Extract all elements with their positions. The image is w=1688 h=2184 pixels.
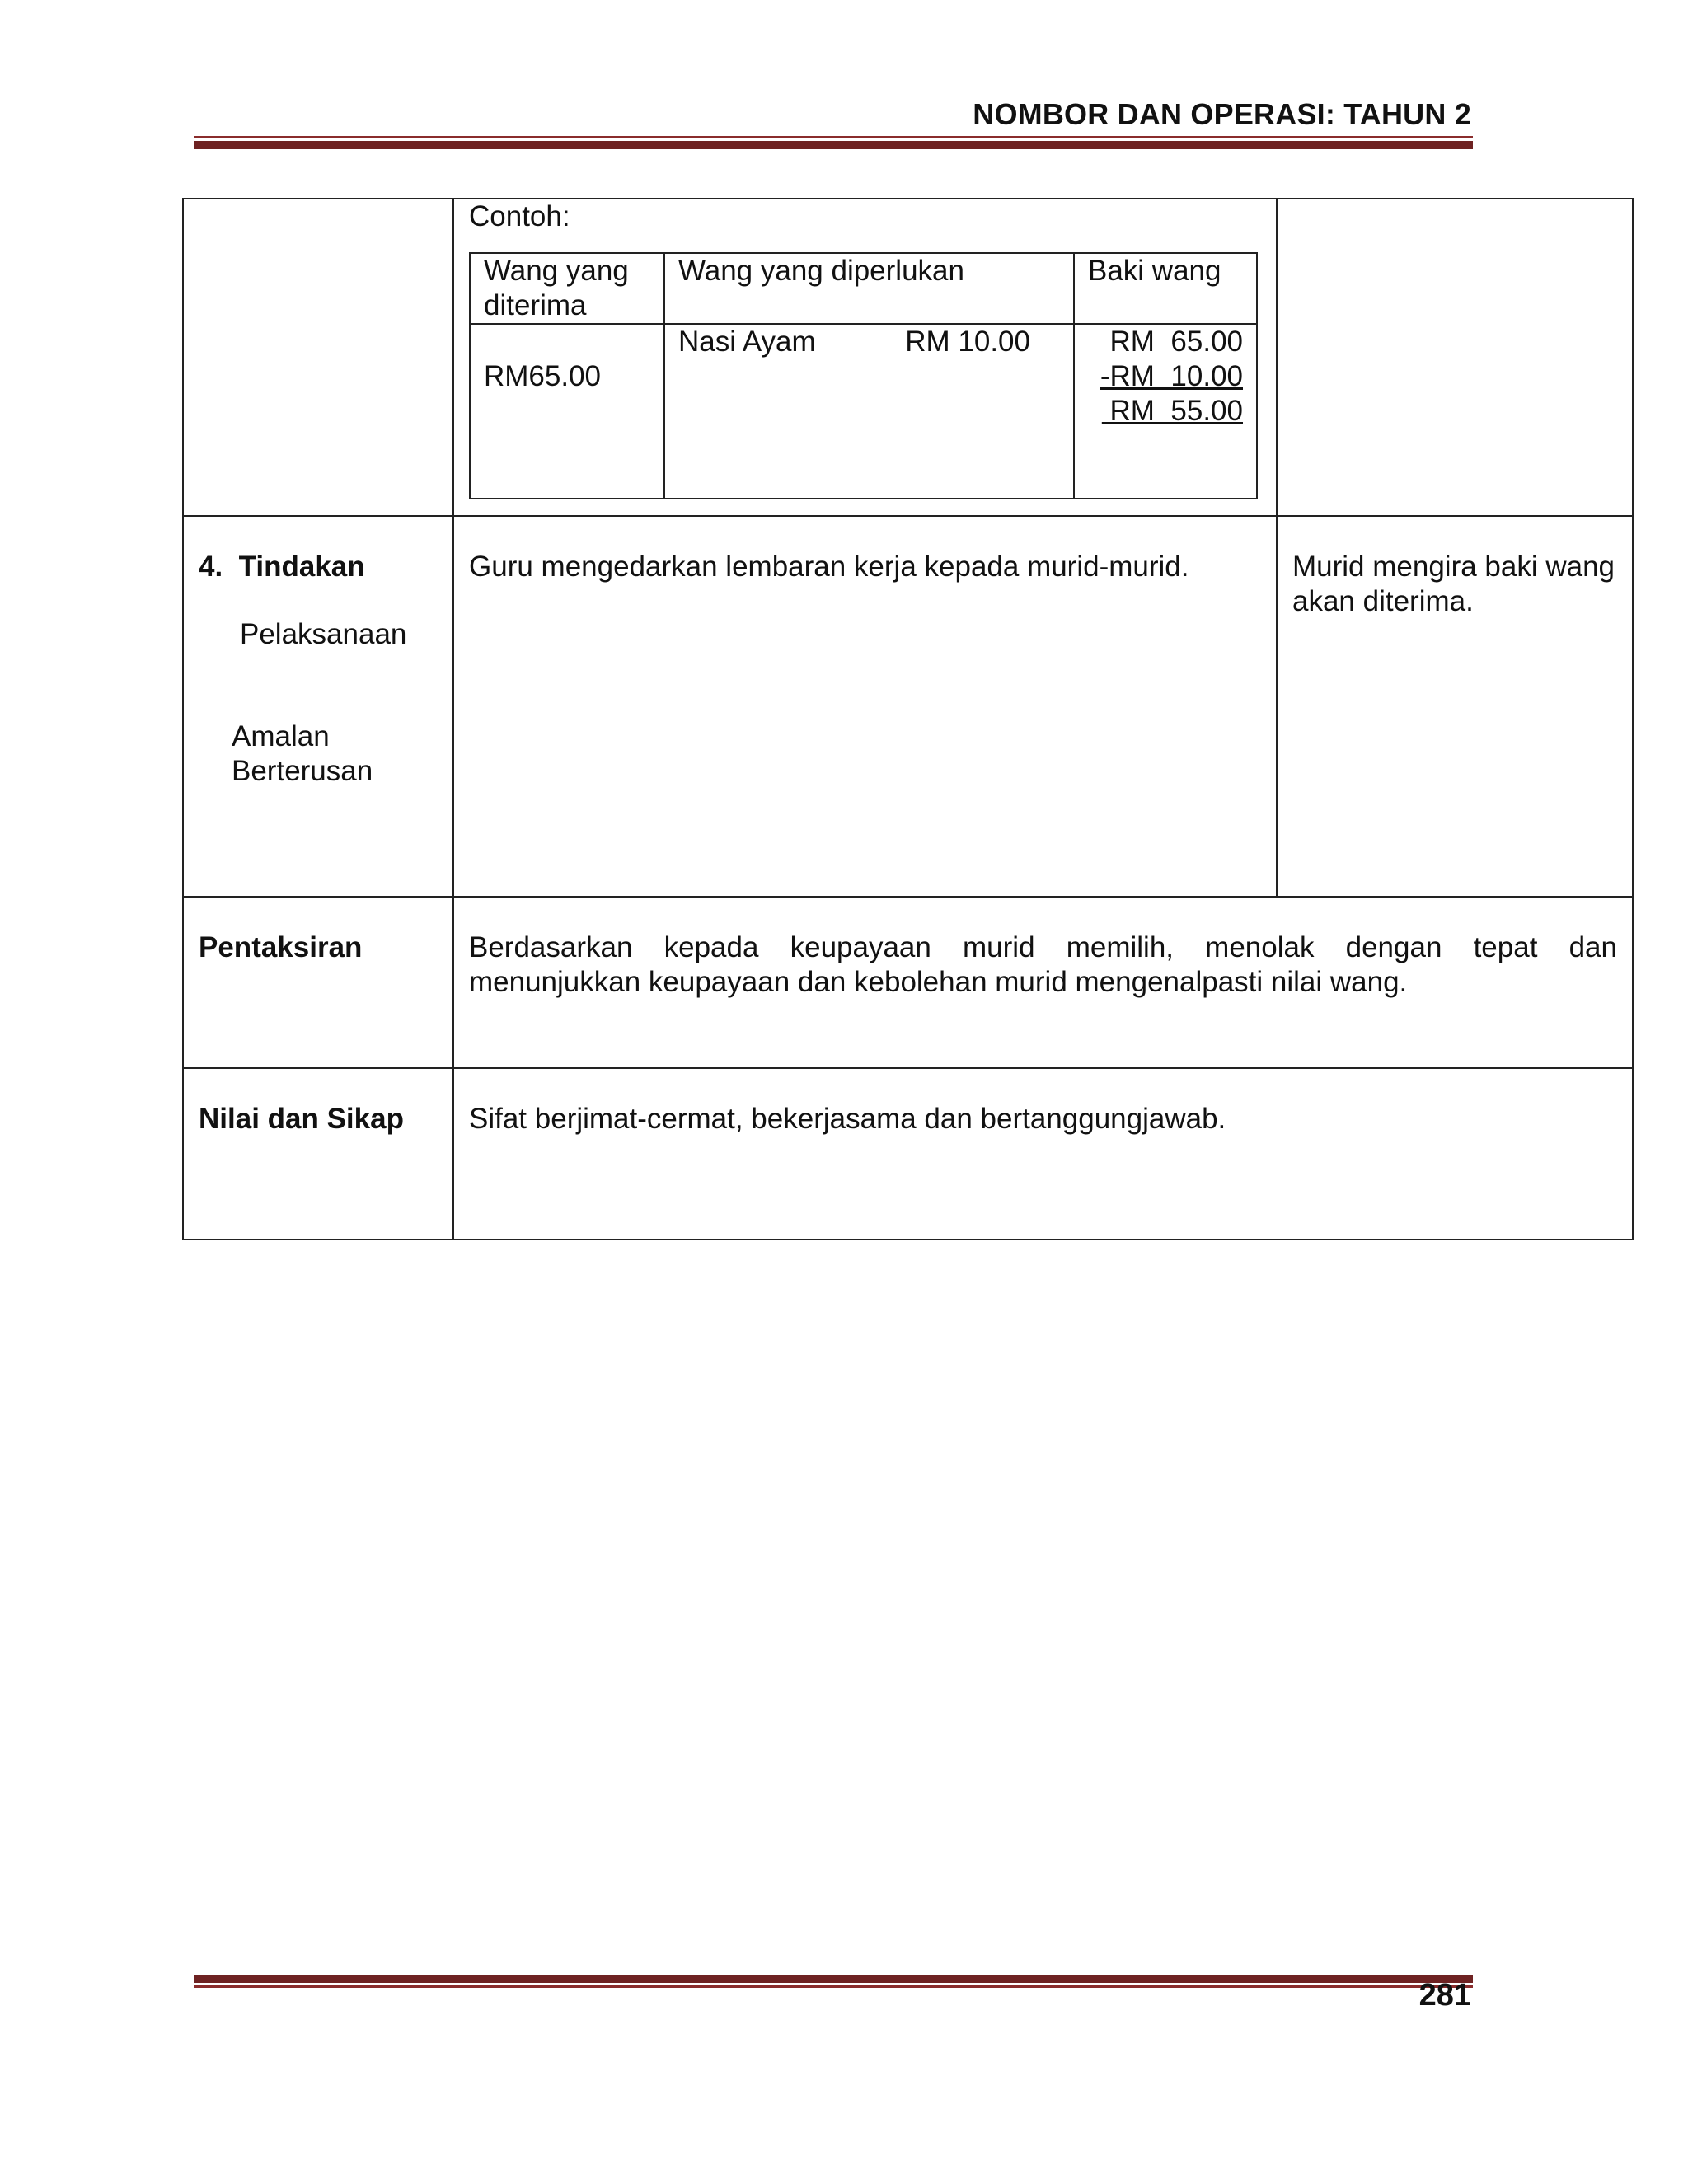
needed-item <box>678 325 1060 359</box>
page-number: 281 <box>1418 1978 1471 2013</box>
tindakan-row <box>183 516 1633 897</box>
pentaksiran-row <box>183 897 1633 1068</box>
page-header-title: NOMBOR DAN OPERASI: TAHUN 2 <box>973 97 1471 131</box>
money-table-row <box>470 324 1257 499</box>
nilai-text-cell <box>453 1068 1633 1240</box>
example-cell <box>453 199 1277 516</box>
footer-divider <box>194 1975 1473 1988</box>
tindakan-activity-cell <box>453 516 1277 897</box>
tindakan-note: Murid mengira baki wang akan diterima. <box>1292 551 1615 617</box>
amalan-berterusan-label: Amalan Berterusan <box>232 720 373 787</box>
received-amount: RM65.00 <box>484 360 602 392</box>
example-row <box>183 199 1633 516</box>
pentaksiran-text-line-1: Berdasarkan kepada keupayaan murid memilih, menolak dengan tepat dan <box>469 931 1617 963</box>
item-price: RM 10.00 <box>905 326 1030 358</box>
pelaksanaan-label: Pelaksanaan <box>240 618 407 650</box>
nilai-row <box>183 1068 1633 1240</box>
needed-cell <box>664 324 1074 499</box>
column-header-balance: Baki wang <box>1074 253 1257 324</box>
item-name: Nasi Ayam <box>678 326 816 358</box>
money-example-table <box>469 252 1258 499</box>
calc-line-3: RM 55.00 <box>1101 395 1243 427</box>
lesson-plan-table <box>182 198 1634 1240</box>
column-header-needed: Wang yang diperlukan <box>664 253 1074 324</box>
pentaksiran-text-cell <box>453 897 1633 1068</box>
example-label: Contoh: <box>469 200 570 232</box>
money-table-header <box>470 253 1257 324</box>
header-divider <box>194 136 1473 149</box>
tindakan-label-cell <box>183 516 453 897</box>
received-cell <box>470 324 664 499</box>
calc-line-1: RM 65.00 <box>1109 326 1243 358</box>
pentaksiran-label-cell <box>183 897 453 1068</box>
tindakan-heading: 4. Tindakan <box>199 551 365 583</box>
example-row-label-cell <box>183 199 453 516</box>
balance-cell <box>1074 324 1257 499</box>
tindakan-note-cell <box>1277 516 1633 897</box>
calc-line-2: -RM 10.00 <box>1100 360 1243 392</box>
example-row-note-cell <box>1277 199 1633 516</box>
tindakan-activity: Guru mengedarkan lembaran kerja kepada murid-murid. <box>469 551 1189 583</box>
column-header-received: Wang yang diterima <box>470 253 664 324</box>
pentaksiran-label: Pentaksiran <box>199 931 363 963</box>
nilai-label: Nilai dan Sikap <box>199 1103 404 1135</box>
pentaksiran-text-line-2: menunjukkan keupayaan dan kebolehan murid mengenalpasti nilai wang. <box>469 966 1408 998</box>
nilai-label-cell <box>183 1068 453 1240</box>
nilai-text: Sifat berjimat-cermat, bekerjasama dan bertanggungjawab. <box>469 1103 1226 1135</box>
